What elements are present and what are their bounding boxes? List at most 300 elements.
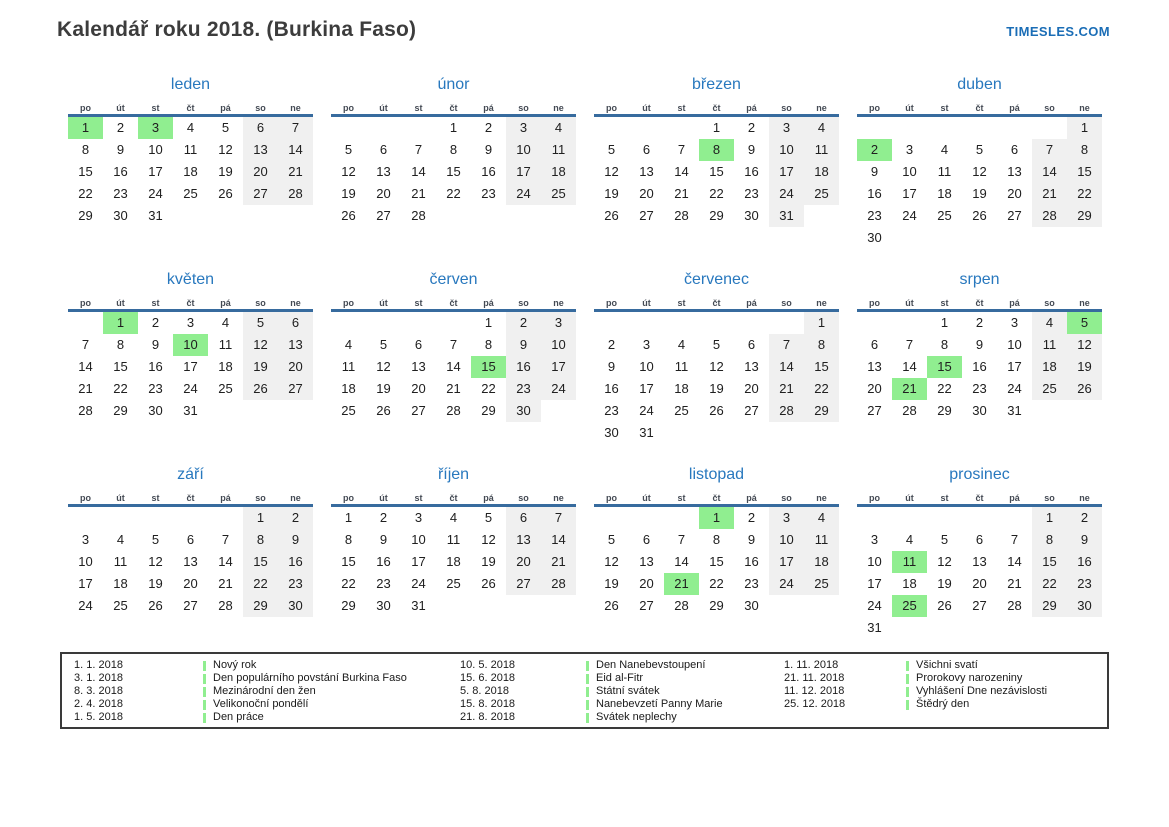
day-cell: 8 [804,334,839,356]
month-leden [68,75,313,251]
day-cell: 2 [747,120,756,135]
day-cell: 5 [712,337,721,352]
empty-cell [208,507,243,529]
day-cell: 8 [699,139,734,161]
day-cell: 4 [541,117,576,139]
weekday-header: po [343,298,354,308]
empty-cell [506,595,541,617]
day-cell: 11 [1032,334,1067,356]
day-cell: 7 [1010,532,1019,547]
day-cell: 26 [604,208,619,223]
legend-entry [74,659,407,672]
weekday-header: pá [1009,298,1020,308]
day-cell: 22 [481,381,496,396]
empty-cell [664,117,699,139]
week-row [594,183,839,205]
week-row [68,356,313,378]
day-cell: 8 [940,337,949,352]
day-cell: 18 [804,551,839,573]
week-row [594,551,839,573]
weekday-header: pá [1009,493,1020,503]
legend-holiday-name: Mezinárodní den žen [213,685,316,697]
day-cell: 15 [927,356,962,378]
week-row [331,205,576,227]
day-cell: 9 [506,334,541,356]
month-únor [331,75,576,251]
weekday-header: so [1044,103,1055,113]
empty-cell [769,595,804,617]
empty-cell [997,507,1032,529]
day-cell: 13 [506,529,541,551]
day-cell: 29 [113,403,128,418]
day-cell: 27 [411,403,426,418]
legend-holiday-name: Den Nanebevstoupení [596,659,706,671]
empty-cell [331,117,366,139]
day-cell: 15 [709,164,724,179]
week-row [594,378,839,400]
day-cell: 12 [341,164,356,179]
weekday-header: po [80,103,91,113]
week-row [68,183,313,205]
day-cell: 31 [183,403,198,418]
day-cell: 16 [148,359,163,374]
day-cell: 25 [937,208,952,223]
month-březen [594,75,839,251]
day-cell: 23 [506,378,541,400]
day-cell: 13 [243,139,278,161]
day-cell: 27 [376,208,391,223]
day-cell: 29 [341,598,356,613]
day-cell: 18 [1032,356,1067,378]
weekday-header: so [781,493,792,503]
week-row [594,356,839,378]
day-cell: 18 [183,164,198,179]
weekday-header: st [414,103,423,113]
empty-cell [892,312,927,334]
day-cell: 20 [744,381,759,396]
week-row [857,378,1102,400]
week-row [68,117,313,139]
empty-cell [366,117,401,139]
day-cell: 2 [506,312,541,334]
empty-cell [962,117,997,139]
month-title: únor [437,76,470,93]
weekday-header: po [869,298,880,308]
day-cell: 11 [804,529,839,551]
weekday-header: so [518,493,529,503]
day-cell: 1 [712,120,721,135]
day-cell: 7 [769,334,804,356]
day-cell: 3 [642,337,651,352]
weekday-header: út [905,493,914,503]
day-cell: 22 [1067,183,1102,205]
holiday-marker-bar [203,687,206,697]
empty-cell [699,422,734,444]
day-cell: 18 [113,576,128,591]
legend-holiday-name: Státní svátek [596,685,660,697]
weekday-header-row [68,297,313,312]
empty-cell [278,400,313,422]
week-row [68,378,313,400]
weekday-header: čt [975,103,984,113]
day-cell: 5 [975,142,984,157]
day-cell: 15 [471,356,506,378]
empty-cell [436,312,471,334]
day-cell: 5 [484,510,493,525]
weekday-header: pá [483,298,494,308]
weekday-header: po [80,493,91,503]
day-cell: 21 [541,551,576,573]
day-cell: 14 [1007,554,1022,569]
day-cell: 18 [541,161,576,183]
day-cell: 26 [341,208,356,223]
day-cell: 15 [1067,161,1102,183]
week-row [857,573,1102,595]
week-row [857,227,1102,249]
month-title: červen [429,271,478,288]
weekday-header-row [857,297,1102,312]
day-cell: 4 [804,507,839,529]
legend-entry [74,685,407,698]
week-row [68,139,313,161]
weekday-header: st [677,103,686,113]
day-cell: 26 [218,186,233,201]
weekday-header: út [379,493,388,503]
weekday-header: pá [220,493,231,503]
empty-cell [471,595,506,617]
week-row [594,529,839,551]
empty-cell [1067,400,1102,422]
day-cell: 21 [674,186,689,201]
day-cell: 12 [376,359,391,374]
legend-holiday-name: Den populárního povstání Burkina Faso [213,672,407,684]
day-cell: 16 [972,359,987,374]
day-cell: 2 [1067,507,1102,529]
day-cell: 4 [449,510,458,525]
legend-column [74,659,407,724]
day-cell: 20 [867,381,882,396]
weekday-header: čt [186,493,195,503]
day-cell: 13 [744,359,759,374]
day-cell: 18 [937,186,952,201]
day-cell: 18 [446,554,461,569]
day-cell: 22 [341,576,356,591]
day-cell: 14 [902,359,917,374]
day-cell: 6 [379,142,388,157]
day-cell: 27 [183,598,198,613]
day-cell: 26 [481,576,496,591]
empty-cell [103,507,138,529]
week-row [331,507,576,529]
day-cell: 1 [484,315,493,330]
day-cell: 19 [376,381,391,396]
empty-cell [892,617,927,639]
day-cell: 4 [344,337,353,352]
day-cell: 18 [674,381,689,396]
legend-holiday-name: Štědrý den [916,698,970,710]
day-cell: 26 [604,598,619,613]
month-prosinec [857,465,1102,641]
day-cell: 23 [278,573,313,595]
legend-date: 15. 6. 2018 [460,672,516,684]
day-cell: 25 [674,403,689,418]
day-cell: 23 [113,186,128,201]
empty-cell [857,312,892,334]
day-cell: 31 [148,208,163,223]
weekday-header-row [594,102,839,117]
week-row [594,595,839,617]
day-cell: 23 [376,576,391,591]
day-cell: 28 [278,183,313,205]
day-cell: 4 [116,532,125,547]
day-cell: 16 [113,164,128,179]
day-cell: 24 [78,598,93,613]
week-row [68,312,313,334]
day-cell: 23 [972,381,987,396]
day-cell: 19 [709,381,724,396]
day-cell: 13 [867,359,882,374]
weekday-header: so [518,298,529,308]
day-cell: 12 [604,164,619,179]
empty-cell [962,507,997,529]
day-cell: 5 [379,337,388,352]
weekday-header: ne [816,493,827,503]
day-cell: 16 [278,551,313,573]
week-row [857,161,1102,183]
legend-date: 11. 12. 2018 [784,685,845,697]
day-cell: 13 [376,164,391,179]
day-cell: 29 [481,403,496,418]
day-cell: 1 [449,120,458,135]
day-cell: 20 [183,576,198,591]
week-row [68,551,313,573]
weekday-header: ne [1079,493,1090,503]
day-cell: 6 [747,337,756,352]
weekday-header: st [414,493,423,503]
day-cell: 22 [446,186,461,201]
day-cell: 11 [892,551,927,573]
day-cell: 29 [243,595,278,617]
weekday-header: po [869,103,880,113]
legend-date: 3. 1. 2018 [74,672,123,684]
day-cell: 9 [379,532,388,547]
day-cell: 8 [1032,529,1067,551]
weekday-header: so [518,103,529,113]
day-cell: 15 [243,551,278,573]
day-cell: 2 [857,139,892,161]
day-cell: 8 [712,532,721,547]
month-title: listopad [688,466,745,483]
day-cell: 17 [541,356,576,378]
weekday-header: út [905,298,914,308]
weekday-header: ne [290,493,301,503]
day-cell: 24 [639,403,654,418]
day-cell: 11 [113,554,128,569]
weekday-header: so [781,298,792,308]
week-row [857,334,1102,356]
month-title: květen [166,271,215,288]
day-cell: 13 [972,554,987,569]
week-row [331,161,576,183]
day-cell: 14 [218,554,233,569]
day-cell: 24 [769,183,804,205]
empty-cell [331,312,366,334]
day-cell: 25 [1032,378,1067,400]
legend-holiday-name: Eid al-Fitr [596,672,644,684]
legend-entry [784,698,1047,711]
day-cell: 27 [867,403,882,418]
empty-cell [68,507,103,529]
week-row [857,617,1102,639]
legend-entry [784,672,1047,685]
day-cell: 24 [902,208,917,223]
day-cell: 6 [243,117,278,139]
empty-cell [173,507,208,529]
day-cell: 3 [905,142,914,157]
day-cell: 20 [639,186,654,201]
day-cell: 16 [744,554,759,569]
day-cell: 24 [867,598,882,613]
day-cell: 19 [341,186,356,201]
day-cell: 31 [1007,403,1022,418]
day-cell: 19 [243,356,278,378]
weekday-header: ne [290,298,301,308]
week-row [857,117,1102,139]
day-cell: 25 [341,403,356,418]
weekday-header-row [331,492,576,507]
day-cell: 6 [1010,142,1019,157]
empty-cell [927,617,962,639]
day-cell: 5 [1067,312,1102,334]
day-cell: 26 [243,378,278,400]
day-cell: 11 [446,532,461,547]
weekday-header: po [606,103,617,113]
legend-date: 1. 1. 2018 [74,659,123,671]
week-row [68,573,313,595]
weekday-header-row [594,297,839,312]
day-cell: 21 [892,378,927,400]
day-cell: 26 [709,403,724,418]
empty-cell [541,595,576,617]
holiday-marker-bar [203,661,206,671]
weekday-header: st [677,298,686,308]
legend-date: 1. 11. 2018 [784,659,839,671]
day-cell: 27 [639,208,654,223]
day-cell: 17 [183,359,198,374]
weekday-header: pá [746,298,757,308]
empty-cell [857,507,892,529]
day-cell: 9 [870,164,879,179]
day-cell: 1 [804,312,839,334]
day-cell: 14 [78,359,93,374]
day-cell: 9 [484,142,493,157]
day-cell: 30 [744,208,759,223]
day-cell: 19 [148,576,163,591]
weekday-header: so [1044,298,1055,308]
site-link[interactable]: TIMESLES.COM [1006,24,1110,39]
week-row [331,400,576,422]
day-cell: 6 [870,337,879,352]
holiday-marker-bar [586,713,589,723]
day-cell: 15 [446,164,461,179]
day-cell: 8 [116,337,125,352]
month-září [68,465,313,641]
day-cell: 14 [541,529,576,551]
month-duben [857,75,1102,251]
day-cell: 3 [414,510,423,525]
empty-cell [962,617,997,639]
day-cell: 23 [744,186,759,201]
weekday-header: po [80,298,91,308]
legend-entry [460,672,723,685]
month-srpen [857,270,1102,446]
day-cell: 20 [1007,186,1022,201]
weekday-header: pá [746,103,757,113]
day-cell: 27 [278,378,313,400]
day-cell: 29 [1032,595,1067,617]
day-cell: 7 [541,507,576,529]
day-cell: 28 [902,403,917,418]
day-cell: 14 [769,356,804,378]
day-cell: 20 [243,161,278,183]
day-cell: 28 [1032,205,1067,227]
month-title: duben [957,76,1002,93]
weekday-header: so [1044,493,1055,503]
weekday-header: út [116,298,125,308]
week-row [857,551,1102,573]
month-title: říjen [437,466,470,483]
weekday-header: po [606,493,617,503]
day-cell: 15 [804,356,839,378]
weekday-header: st [151,103,160,113]
week-row [857,529,1102,551]
day-cell: 30 [604,425,619,440]
weekday-header: st [414,298,423,308]
empty-cell [629,312,664,334]
day-cell: 10 [769,139,804,161]
day-cell: 20 [278,356,313,378]
weekday-header: ne [553,298,564,308]
day-cell: 16 [744,164,759,179]
day-cell: 6 [414,337,423,352]
day-cell: 21 [78,381,93,396]
holiday-marker-bar [906,700,909,710]
day-cell: 28 [674,208,689,223]
day-cell: 15 [709,554,724,569]
day-cell: 30 [867,230,882,245]
empty-cell [278,205,313,227]
weekday-header: po [606,298,617,308]
holiday-marker-bar [906,687,909,697]
weekday-header: út [116,103,125,113]
day-cell: 22 [243,573,278,595]
legend-holiday-name: Vyhlášení Dne nezávislosti [916,685,1048,697]
day-cell: 4 [677,337,686,352]
day-cell: 13 [183,554,198,569]
day-cell: 30 [972,403,987,418]
day-cell: 29 [709,598,724,613]
day-cell: 18 [804,161,839,183]
day-cell: 12 [243,334,278,356]
empty-cell [699,312,734,334]
day-cell: 1 [1067,117,1102,139]
week-row [594,161,839,183]
empty-cell [962,227,997,249]
day-cell: 27 [506,573,541,595]
day-cell: 19 [481,554,496,569]
day-cell: 5 [607,532,616,547]
day-cell: 28 [411,208,426,223]
